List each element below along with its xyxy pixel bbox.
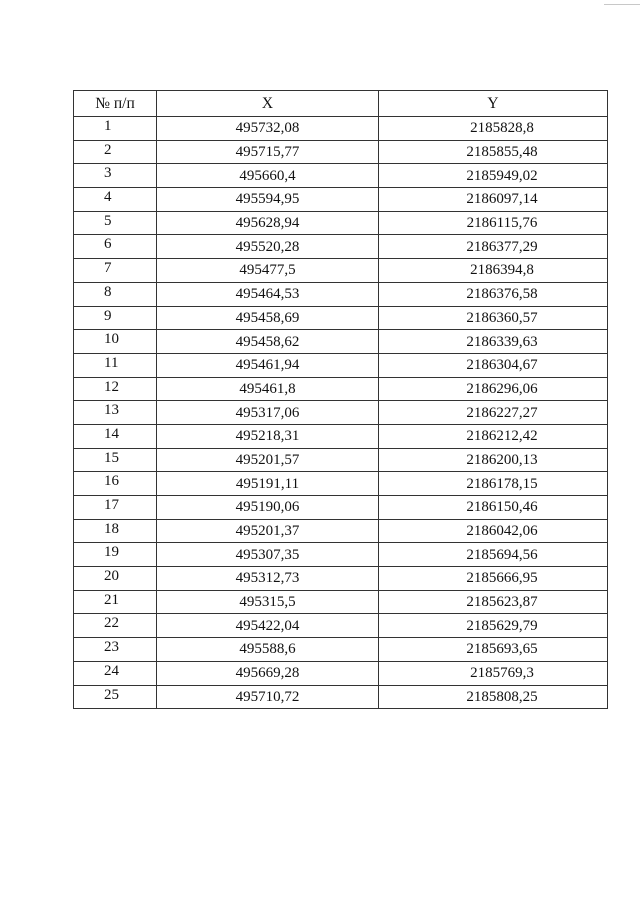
x-coordinate-cell: 495588,6 <box>157 638 379 662</box>
row-number-cell: 6 <box>74 235 157 259</box>
x-coordinate-cell: 495422,04 <box>157 614 379 638</box>
table-row <box>74 638 608 662</box>
table-row <box>74 282 608 306</box>
row-number-cell: 12 <box>74 377 157 401</box>
row-number-cell: 8 <box>74 282 157 306</box>
x-coordinate-cell: 495461,94 <box>157 353 379 377</box>
row-number-cell: 10 <box>74 330 157 354</box>
x-coordinate-cell: 495191,11 <box>157 472 379 496</box>
row-number-cell: 23 <box>74 638 157 662</box>
x-coordinate-cell: 495710,72 <box>157 685 379 709</box>
table-row <box>74 590 608 614</box>
row-number-cell: 20 <box>74 567 157 591</box>
y-coordinate-cell: 2185629,79 <box>379 614 608 638</box>
table-row <box>74 117 608 141</box>
table-row <box>74 424 608 448</box>
x-coordinate-cell: 495660,4 <box>157 164 379 188</box>
table-row <box>74 685 608 709</box>
table-row <box>74 235 608 259</box>
header-row <box>74 91 608 117</box>
y-coordinate-cell: 2186227,27 <box>379 401 608 425</box>
row-number-cell: 9 <box>74 306 157 330</box>
row-number-cell: 22 <box>74 614 157 638</box>
table-row <box>74 188 608 212</box>
table-row <box>74 377 608 401</box>
x-coordinate-cell: 495715,77 <box>157 140 379 164</box>
y-coordinate-cell: 2185666,95 <box>379 567 608 591</box>
x-coordinate-cell: 495312,73 <box>157 567 379 591</box>
row-number-cell: 17 <box>74 496 157 520</box>
row-number-cell: 25 <box>74 685 157 709</box>
y-coordinate-cell: 2185623,87 <box>379 590 608 614</box>
y-coordinate-cell: 2185693,65 <box>379 638 608 662</box>
y-coordinate-cell: 2185694,56 <box>379 543 608 567</box>
x-coordinate-cell: 495315,5 <box>157 590 379 614</box>
y-coordinate-cell: 2186178,15 <box>379 472 608 496</box>
y-coordinate-cell: 2186200,13 <box>379 448 608 472</box>
table-row <box>74 330 608 354</box>
y-coordinate-cell: 2186042,06 <box>379 519 608 543</box>
table-header <box>74 91 608 117</box>
y-coordinate-cell: 2185949,02 <box>379 164 608 188</box>
table-row <box>74 543 608 567</box>
y-coordinate-cell: 2186296,06 <box>379 377 608 401</box>
x-coordinate-cell: 495594,95 <box>157 188 379 212</box>
table-row <box>74 448 608 472</box>
row-number-cell: 21 <box>74 590 157 614</box>
coordinates-table <box>73 90 608 709</box>
y-coordinate-cell: 2186097,14 <box>379 188 608 212</box>
page-edge-mark <box>604 4 640 5</box>
x-coordinate-cell: 495458,62 <box>157 330 379 354</box>
y-coordinate-cell: 2185769,3 <box>379 661 608 685</box>
header-y: Y <box>379 91 608 117</box>
table-row <box>74 401 608 425</box>
table-row <box>74 306 608 330</box>
x-coordinate-cell: 495201,57 <box>157 448 379 472</box>
y-coordinate-cell: 2186376,58 <box>379 282 608 306</box>
x-coordinate-cell: 495732,08 <box>157 117 379 141</box>
table-row <box>74 140 608 164</box>
header-x: X <box>157 91 379 117</box>
row-number-cell: 3 <box>74 164 157 188</box>
y-coordinate-cell: 2186394,8 <box>379 259 608 283</box>
row-number-cell: 16 <box>74 472 157 496</box>
table-row <box>74 519 608 543</box>
table-body <box>74 117 608 709</box>
y-coordinate-cell: 2186304,67 <box>379 353 608 377</box>
row-number-cell: 13 <box>74 401 157 425</box>
row-number-cell: 5 <box>74 211 157 235</box>
row-number-cell: 11 <box>74 353 157 377</box>
y-coordinate-cell: 2186339,63 <box>379 330 608 354</box>
table-row <box>74 614 608 638</box>
row-number-cell: 15 <box>74 448 157 472</box>
table-row <box>74 472 608 496</box>
row-number-cell: 2 <box>74 140 157 164</box>
row-number-cell: 19 <box>74 543 157 567</box>
x-coordinate-cell: 495669,28 <box>157 661 379 685</box>
row-number-cell: 14 <box>74 424 157 448</box>
x-coordinate-cell: 495477,5 <box>157 259 379 283</box>
y-coordinate-cell: 2185808,25 <box>379 685 608 709</box>
row-number-cell: 18 <box>74 519 157 543</box>
table-row <box>74 353 608 377</box>
y-coordinate-cell: 2186360,57 <box>379 306 608 330</box>
x-coordinate-cell: 495190,06 <box>157 496 379 520</box>
x-coordinate-cell: 495317,06 <box>157 401 379 425</box>
y-coordinate-cell: 2186212,42 <box>379 424 608 448</box>
x-coordinate-cell: 495464,53 <box>157 282 379 306</box>
y-coordinate-cell: 2186377,29 <box>379 235 608 259</box>
y-coordinate-cell: 2186150,46 <box>379 496 608 520</box>
x-coordinate-cell: 495458,69 <box>157 306 379 330</box>
x-coordinate-cell: 495520,28 <box>157 235 379 259</box>
x-coordinate-cell: 495218,31 <box>157 424 379 448</box>
y-coordinate-cell: 2185828,8 <box>379 117 608 141</box>
x-coordinate-cell: 495201,37 <box>157 519 379 543</box>
row-number-cell: 24 <box>74 661 157 685</box>
y-coordinate-cell: 2185855,48 <box>379 140 608 164</box>
table-row <box>74 164 608 188</box>
x-coordinate-cell: 495461,8 <box>157 377 379 401</box>
y-coordinate-cell: 2186115,76 <box>379 211 608 235</box>
table-row <box>74 211 608 235</box>
table-row <box>74 661 608 685</box>
table-row <box>74 567 608 591</box>
header-number: № п/п <box>74 91 157 117</box>
table-row <box>74 496 608 520</box>
row-number-cell: 7 <box>74 259 157 283</box>
x-coordinate-cell: 495628,94 <box>157 211 379 235</box>
table-row <box>74 259 608 283</box>
x-coordinate-cell: 495307,35 <box>157 543 379 567</box>
row-number-cell: 1 <box>74 117 157 141</box>
row-number-cell: 4 <box>74 188 157 212</box>
